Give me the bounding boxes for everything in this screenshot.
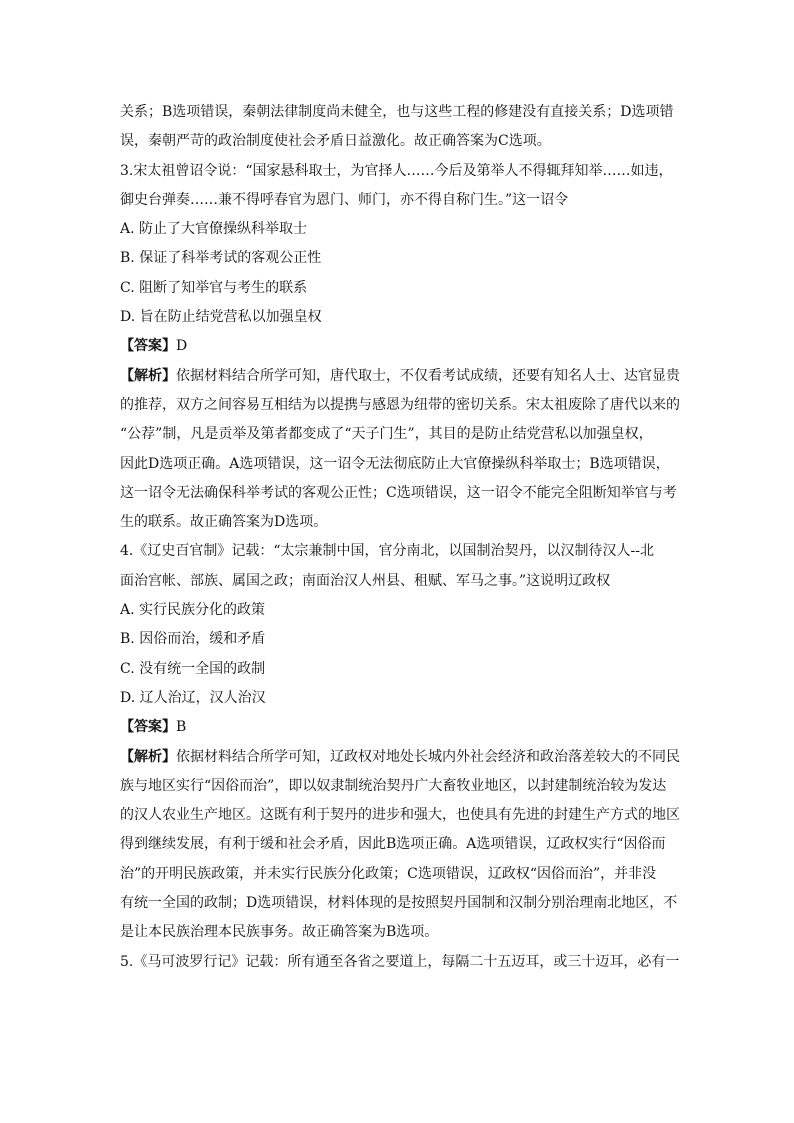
question-3 xyxy=(120,157,682,538)
q4-answer-value: B xyxy=(176,719,187,736)
q4-analysis-line-3: 的汉人农业生产地区。这既有利于契丹的进步和强大，也使具有先进的封建生产方式的地区 xyxy=(120,807,680,824)
q5-stem-line-1: 5.《马可波罗行记》记载：所有通至各省之要道上，每隔二十五迈耳，或三十迈耳，必有一 xyxy=(120,953,680,970)
q2-analysis-line-1: 关系；B选项错误，秦朝法律制度尚未健全，也与这些工程的修建没有直接关系；D选项错 xyxy=(120,104,674,120)
q4-analysis-line-2: 族与地区实行“因俗而治”，即以奴隶制统治契丹广大畜牧业地区，以封建制统治较为发达 xyxy=(120,777,667,794)
q2-analysis-line-2: 误，秦朝严苛的政治制度使社会矛盾日益激化。故正确答案为C选项。 xyxy=(120,133,551,150)
q4-stem-line-1: 4.《辽史百官制》记载：“太宗兼制中国，官分南北，以国制治契丹，以汉制待汉人--北 xyxy=(120,543,654,560)
q3-analysis-line-6: 生的联系。故正确答案为D选项。 xyxy=(120,514,328,531)
q4-option-a: A. 实行民族分化的政策 xyxy=(120,602,266,619)
q3-answer xyxy=(120,332,682,361)
q3-analysis-line-1 xyxy=(120,362,682,391)
q3-option-c: C. 阻断了知举官与考生的联系 xyxy=(120,279,308,296)
q3-analysis-line-5: 这一诏令无法确保科举考试的客观公正性；C选项错误，这一诏令不能完全阻断知举官与考 xyxy=(120,484,677,501)
q3-analysis-label: 【解析】 xyxy=(120,367,176,384)
question-4 xyxy=(120,537,682,947)
q4-stem-line-2: 面治宫帐、部族、属国之政；南面治汉人州县、租赋、军马之事。”这说明辽政权 xyxy=(120,572,611,589)
q3-option-b: B. 保证了科举考试的客观公正性 xyxy=(120,250,322,267)
q4-analysis-line-5: 治”的开明民族政策，并未实行民族分化政策；C选项错误，辽政权“因俗而治”，并非没 xyxy=(120,865,657,882)
q4-analysis-text: 依据材料结合所学可知，辽政权对地处长城内外社会经济和政治落差较大的不同民 xyxy=(176,748,680,765)
q4-option-c: C. 没有统一全国的政制 xyxy=(120,660,266,677)
q3-option-a: A. 防止了大官僚操纵科举取士 xyxy=(120,221,308,238)
q3-analysis-line-2: 的推荐，双方之间容易互相结为以提携与感恩为纽带的密切关系。宋太祖废除了唐代以来的 xyxy=(120,396,680,413)
q3-stem-line-2: 御史台弹奏……兼不得呼春官为恩门、师门，亦不得自称门生。”这一诏令 xyxy=(120,191,569,208)
q4-option-d: D. 辽人治辽，汉人治汉 xyxy=(120,689,266,706)
q4-analysis-line-1 xyxy=(120,743,682,772)
q3-answer-value: D xyxy=(176,338,188,355)
q4-answer xyxy=(120,713,682,742)
q3-analysis-text: 依据材料结合所学可知，唐代取士，不仅看考试成绩，还要有知名人士、达官显贵 xyxy=(176,367,680,384)
q4-analysis-line-6: 有统一全国的政制；D选项错误，材料体现的是按照契丹国制和汉制分别治理南北地区，不 xyxy=(120,895,678,912)
q3-stem-line-1: 3.宋太祖曾诏令说：“国家悬科取士，为官择人……今后及第举人不得辄拜知举……如违， xyxy=(120,162,673,179)
q3-analysis-line-3: “公荐”制，凡是贡举及第者都变成了“天子门生”，其目的是防止结党营私以加强皇权， xyxy=(120,426,653,443)
q4-answer-label: 【答案】 xyxy=(120,719,176,736)
q3-analysis-line-4: 因此D选项正确。A选项错误，这一诏令无法彻底防止大官僚操纵科举取士；B选项错误， xyxy=(120,455,670,472)
q4-option-b: B. 因俗而治，缓和矛盾 xyxy=(120,631,266,648)
q4-analysis-line-4: 得到继续发展，有利于缓和社会矛盾，因此B选项正确。A选项错误，辽政权实行“因俗而 xyxy=(120,836,666,853)
q3-answer-label: 【答案】 xyxy=(120,338,176,355)
question-5 xyxy=(120,948,682,977)
q4-analysis-label: 【解析】 xyxy=(120,748,176,765)
q4-analysis-line-7: 是让本民族治理本民族事务。故正确答案为B选项。 xyxy=(120,924,439,941)
q3-option-d: D. 旨在防止结党营私以加强皇权 xyxy=(120,309,322,326)
